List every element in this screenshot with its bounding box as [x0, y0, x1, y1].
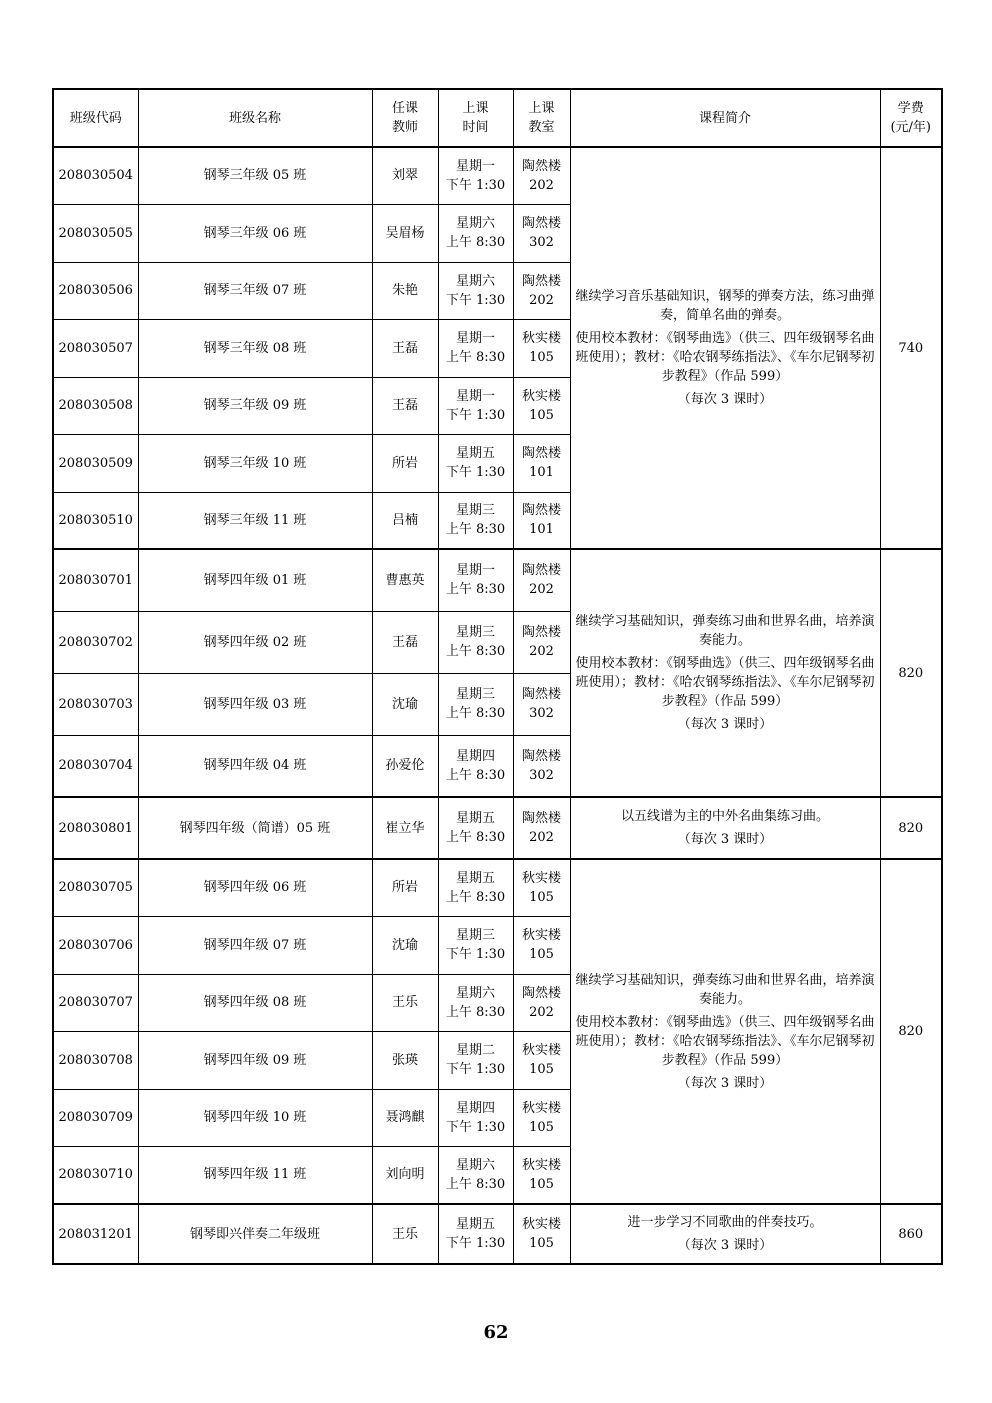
classroom: 秋实楼 105: [513, 1031, 570, 1089]
header-name: 班级名称: [138, 89, 372, 147]
tuition-fee: 740: [880, 147, 942, 549]
course-description: 继续学习音乐基础知识，钢琴的弹奏方法，练习曲弹奏，简单名曲的弹奏。 使用校本教材：《钢琴曲选》（供三、四年级钢琴名曲班使用）；教材：《哈农钢琴练指法》、《车尔尼钢琴初步教程》（作品 599） （每次 3 课时）: [570, 147, 880, 549]
class-time: 星期一 上午 8:30: [438, 319, 513, 377]
teacher-name: 刘向明: [372, 1146, 438, 1204]
class-time: 星期六 上午 8:30: [438, 204, 513, 262]
teacher-name: 张瑛: [372, 1031, 438, 1089]
teacher-name: 王磊: [372, 377, 438, 434]
class-time: 星期一 下午 1:30: [438, 147, 513, 204]
class-code: 208030706: [53, 916, 138, 974]
teacher-name: 曹惠英: [372, 549, 438, 611]
class-code: 208030509: [53, 434, 138, 492]
header-fee: 学费 (元/年): [880, 89, 942, 147]
teacher-name: 沈瑜: [372, 673, 438, 735]
tuition-fee: 820: [880, 859, 942, 1204]
header-desc: 课程简介: [570, 89, 880, 147]
class-time: 星期三 下午 1:30: [438, 916, 513, 974]
classroom: 陶然楼 202: [513, 549, 570, 611]
course-description: 继续学习基础知识，弹奏练习曲和世界名曲，培养演奏能力。 使用校本教材：《钢琴曲选》（供三、四年级钢琴名曲班使用）；教材：《哈农钢琴练指法》、《车尔尼钢琴初步教程》（作品 599） （每次 3 课时）: [570, 549, 880, 797]
classroom: 陶然楼 202: [513, 147, 570, 204]
classroom: 陶然楼 302: [513, 673, 570, 735]
class-name: 钢琴四年级 02 班: [138, 611, 372, 673]
teacher-name: 聂鸿麒: [372, 1089, 438, 1146]
classroom: 陶然楼 202: [513, 974, 570, 1031]
header-room: 上课 教室: [513, 89, 570, 147]
class-time: 星期五 上午 8:30: [438, 797, 513, 859]
class-name: 钢琴三年级 06 班: [138, 204, 372, 262]
teacher-name: 王乐: [372, 1204, 438, 1264]
classroom: 陶然楼 101: [513, 492, 570, 549]
class-code: 208030708: [53, 1031, 138, 1089]
class-code: 208030507: [53, 319, 138, 377]
classroom: 陶然楼 302: [513, 735, 570, 797]
class-time: 星期五 上午 8:30: [438, 859, 513, 916]
classroom: 陶然楼 302: [513, 204, 570, 262]
class-name: 钢琴四年级 03 班: [138, 673, 372, 735]
class-name: 钢琴即兴伴奏二年级班: [138, 1204, 372, 1264]
class-time: 星期二 下午 1:30: [438, 1031, 513, 1089]
table-row: [53, 147, 942, 204]
class-code: 208030702: [53, 611, 138, 673]
page-number: 62: [483, 1322, 509, 1343]
class-name: 钢琴三年级 11 班: [138, 492, 372, 549]
class-code: 208030705: [53, 859, 138, 916]
classroom: 陶然楼 101: [513, 434, 570, 492]
teacher-name: 所岩: [372, 434, 438, 492]
tuition-fee: 860: [880, 1204, 942, 1264]
class-code: 208031201: [53, 1204, 138, 1264]
class-name: 钢琴四年级 01 班: [138, 549, 372, 611]
classroom: 秋实楼 105: [513, 1204, 570, 1264]
class-time: 星期五 下午 1:30: [438, 1204, 513, 1264]
classroom: 秋实楼 105: [513, 1089, 570, 1146]
header-code: 班级代码: [53, 89, 138, 147]
class-name: 钢琴四年级 07 班: [138, 916, 372, 974]
class-time: 星期四 上午 8:30: [438, 735, 513, 797]
table-row: [53, 549, 942, 611]
class-time: 星期三 上午 8:30: [438, 673, 513, 735]
course-description: 进一步学习不同歌曲的伴奏技巧。 （每次 3 课时）: [570, 1204, 880, 1264]
class-name: 钢琴四年级 04 班: [138, 735, 372, 797]
teacher-name: 王乐: [372, 974, 438, 1031]
classroom: 秋实楼 105: [513, 377, 570, 434]
class-name: 钢琴四年级 08 班: [138, 974, 372, 1031]
header-teacher: 任课 教师: [372, 89, 438, 147]
class-code: 208030701: [53, 549, 138, 611]
class-name: 钢琴三年级 08 班: [138, 319, 372, 377]
class-time: 星期三 上午 8:30: [438, 492, 513, 549]
tuition-fee: 820: [880, 549, 942, 797]
class-code: 208030801: [53, 797, 138, 859]
teacher-name: 所岩: [372, 859, 438, 916]
class-time: 星期五 下午 1:30: [438, 434, 513, 492]
class-code: 208030709: [53, 1089, 138, 1146]
course-description: 以五线谱为主的中外名曲集练习曲。 （每次 3 课时）: [570, 797, 880, 859]
header-row: [53, 89, 942, 147]
class-time: 星期六 上午 8:30: [438, 1146, 513, 1204]
classroom: 陶然楼 202: [513, 797, 570, 859]
class-time: 星期一 上午 8:30: [438, 549, 513, 611]
class-name: 钢琴三年级 09 班: [138, 377, 372, 434]
classroom: 秋实楼 105: [513, 1146, 570, 1204]
teacher-name: 吕楠: [372, 492, 438, 549]
class-name: 钢琴四年级 11 班: [138, 1146, 372, 1204]
class-code: 208030505: [53, 204, 138, 262]
classroom: 陶然楼 202: [513, 262, 570, 319]
classroom: 秋实楼 105: [513, 916, 570, 974]
teacher-name: 王磊: [372, 319, 438, 377]
classroom: 秋实楼 105: [513, 859, 570, 916]
tuition-fee: 820: [880, 797, 942, 859]
class-name: 钢琴四年级 10 班: [138, 1089, 372, 1146]
classroom: 陶然楼 202: [513, 611, 570, 673]
table-row: [53, 859, 942, 916]
class-name: 钢琴四年级（简谱）05 班: [138, 797, 372, 859]
class-time: 星期一 下午 1:30: [438, 377, 513, 434]
class-code: 208030707: [53, 974, 138, 1031]
course-description: 继续学习基础知识，弹奏练习曲和世界名曲，培养演奏能力。 使用校本教材：《钢琴曲选》（供三、四年级钢琴名曲班使用）；教材：《哈农钢琴练指法》、《车尔尼钢琴初步教程》（作品 599） （每次 3 课时）: [570, 859, 880, 1204]
teacher-name: 崔立华: [372, 797, 438, 859]
teacher-name: 王磊: [372, 611, 438, 673]
class-name: 钢琴四年级 09 班: [138, 1031, 372, 1089]
table-row: [53, 797, 942, 859]
class-time: 星期六 上午 8:30: [438, 974, 513, 1031]
teacher-name: 朱艳: [372, 262, 438, 319]
class-time: 星期三 上午 8:30: [438, 611, 513, 673]
class-name: 钢琴四年级 06 班: [138, 859, 372, 916]
class-code: 208030703: [53, 673, 138, 735]
class-name: 钢琴三年级 10 班: [138, 434, 372, 492]
teacher-name: 沈瑜: [372, 916, 438, 974]
class-code: 208030504: [53, 147, 138, 204]
class-name: 钢琴三年级 05 班: [138, 147, 372, 204]
teacher-name: 刘翠: [372, 147, 438, 204]
teacher-name: 孙爱伦: [372, 735, 438, 797]
class-time: 星期四 下午 1:30: [438, 1089, 513, 1146]
classroom: 秋实楼 105: [513, 319, 570, 377]
class-code: 208030710: [53, 1146, 138, 1204]
class-time: 星期六 下午 1:30: [438, 262, 513, 319]
class-name: 钢琴三年级 07 班: [138, 262, 372, 319]
class-code: 208030506: [53, 262, 138, 319]
table-row: [53, 1204, 942, 1264]
class-code: 208030508: [53, 377, 138, 434]
class-schedule-table: [52, 88, 943, 1265]
header-time: 上课 时间: [438, 89, 513, 147]
teacher-name: 吴眉杨: [372, 204, 438, 262]
class-code: 208030510: [53, 492, 138, 549]
class-code: 208030704: [53, 735, 138, 797]
